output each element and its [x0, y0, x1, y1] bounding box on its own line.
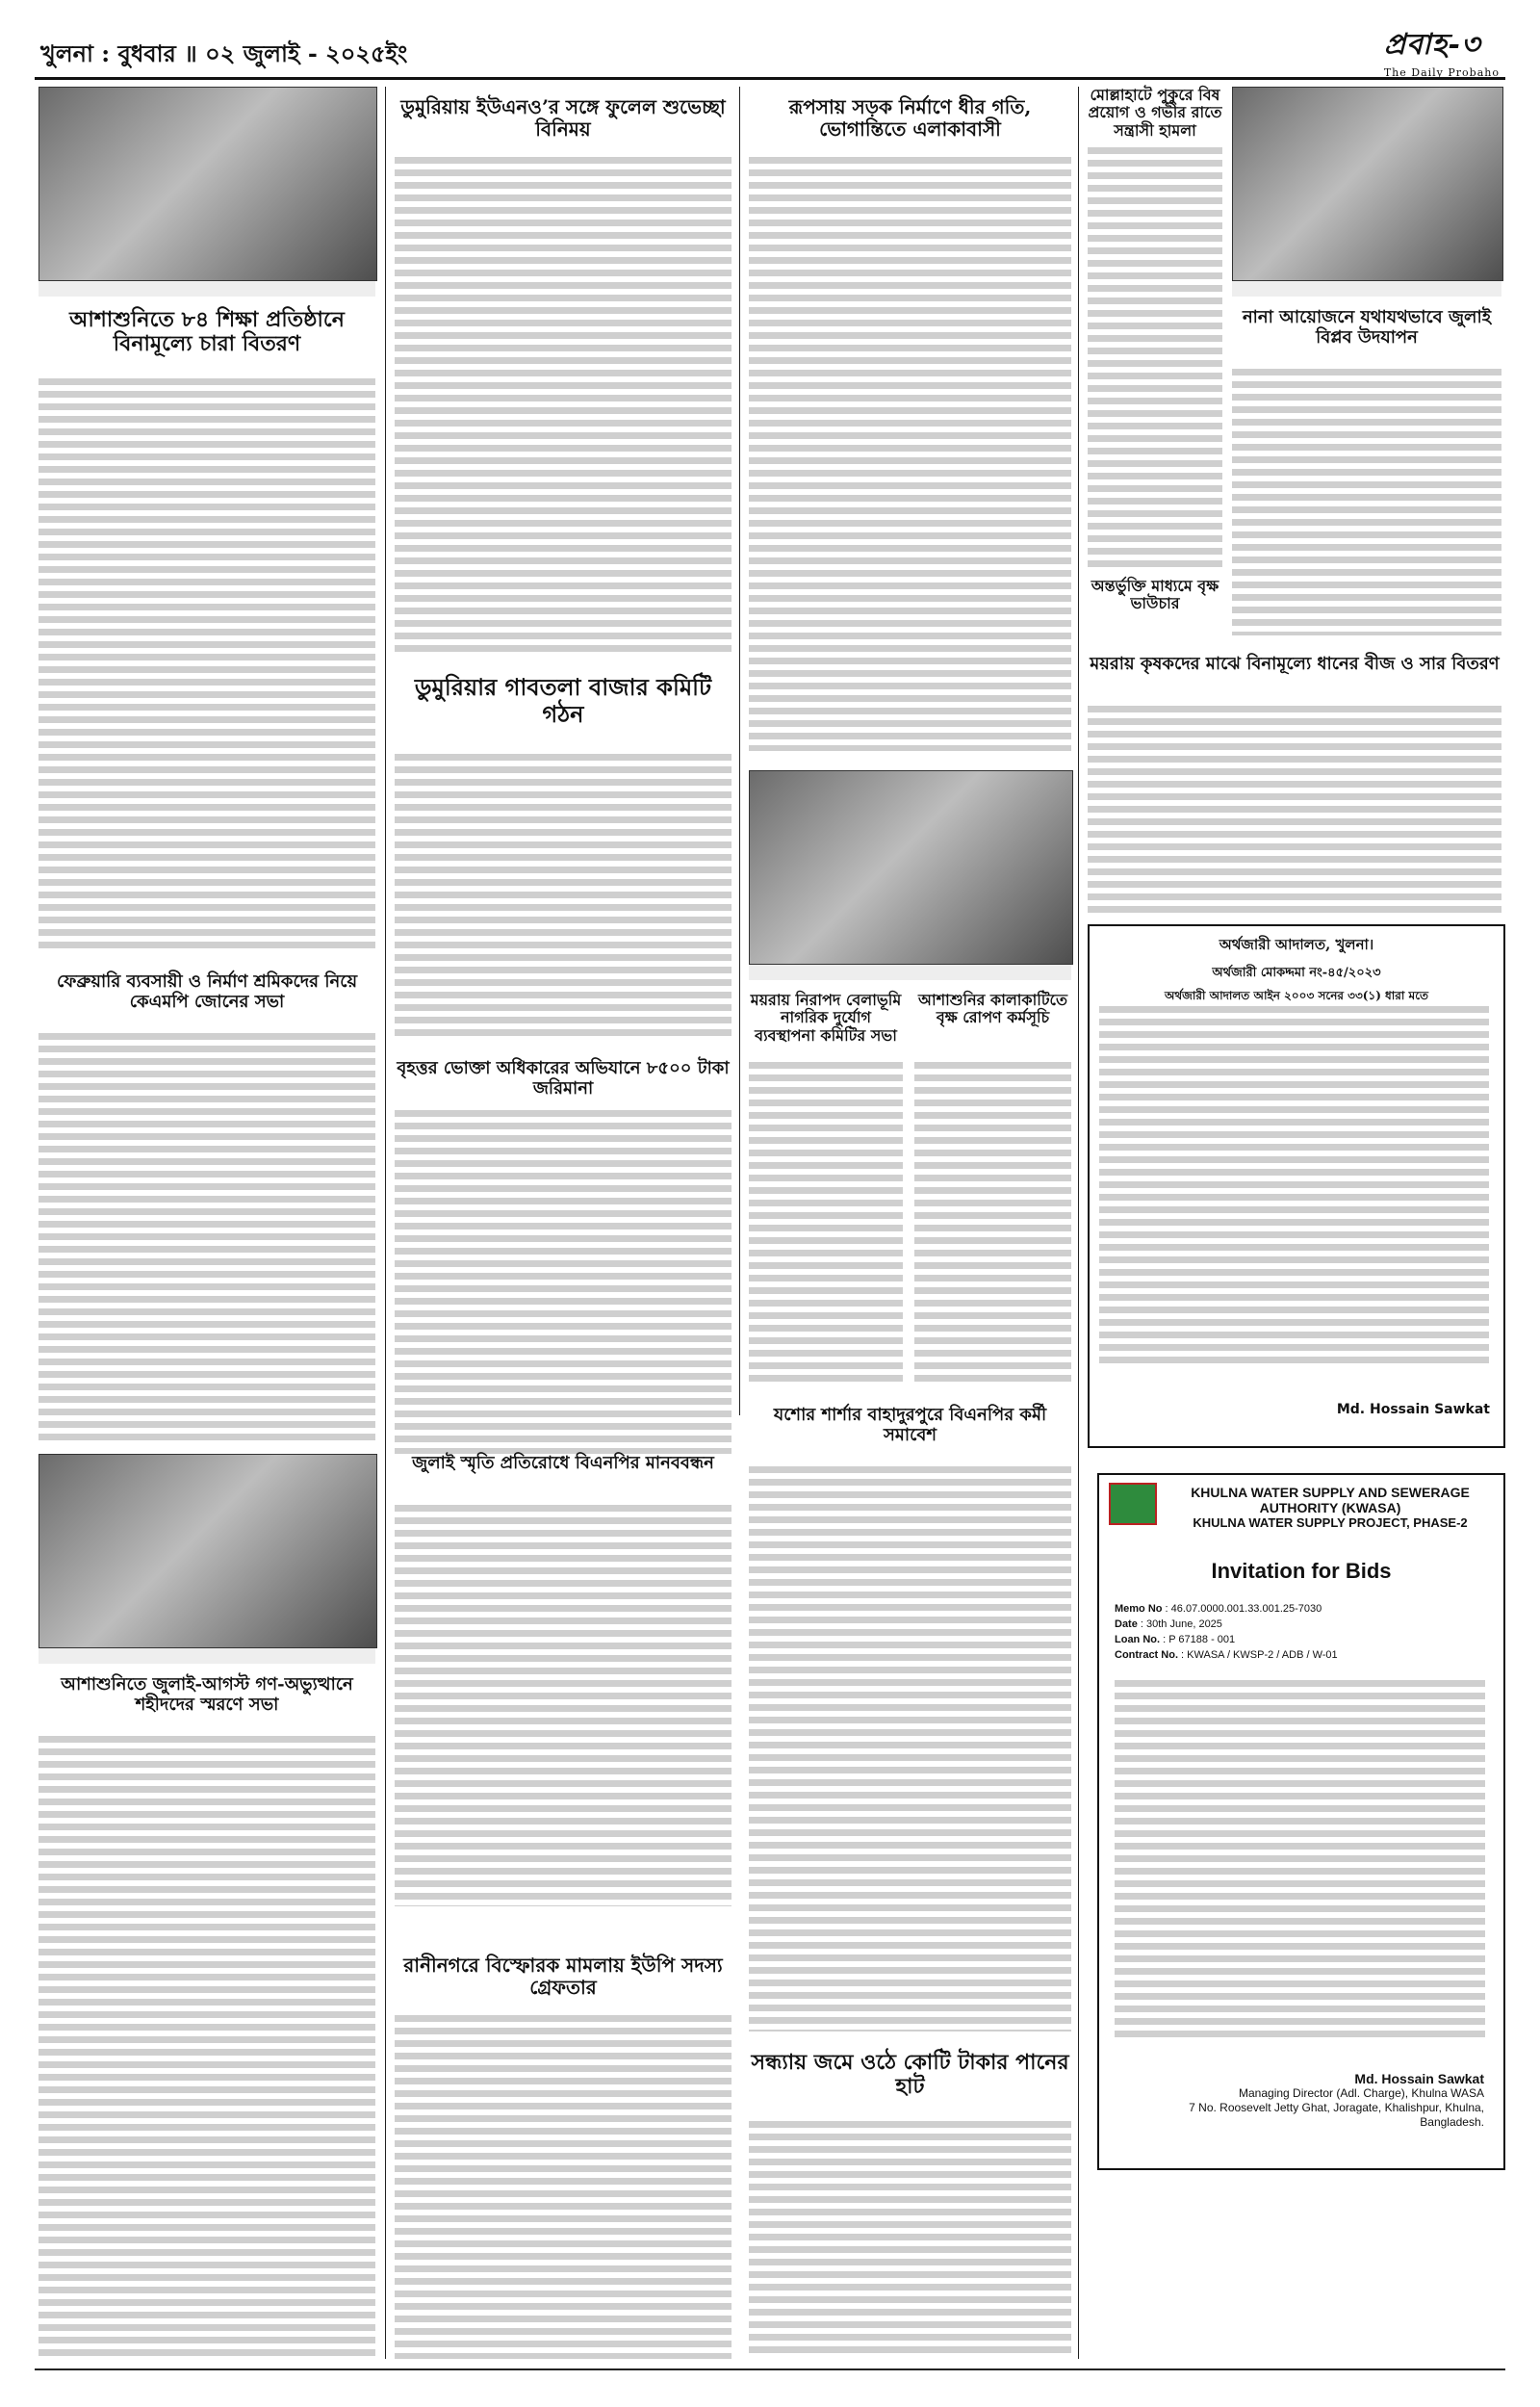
column-rule	[1078, 87, 1079, 2359]
memo-value: 46.07.0000.001.33.001.25-7030	[1170, 1603, 1322, 1615]
bid-body	[1115, 1677, 1485, 2043]
memo-label: Memo No	[1115, 1603, 1163, 1615]
article-body	[395, 154, 732, 655]
headline: আশাশুনিতে ৮৪ শিক্ষা প্রতিষ্ঠানে বিনামূল্যে চারা বিতরণ	[69, 307, 345, 357]
headline: ময়রায় কৃষকদের মাঝে বিনামূল্যে ধানের বীজ ও সার বিতরণ	[1090, 654, 1500, 674]
article-body	[749, 1463, 1071, 2032]
headline: সন্ধ্যায় জমে ওঠে কোটি টাকার পানের হাট	[751, 2050, 1069, 2100]
contract-label: Contract No.	[1115, 1649, 1178, 1661]
masthead	[35, 17, 1505, 80]
article-body	[38, 1030, 375, 1444]
news-photo	[38, 1454, 377, 1648]
notice-subheading: অর্থজারী মোকদ্দমা নং-৪৫/২০২৩	[1212, 966, 1381, 980]
signer-title: Managing Director (Adl. Charge), Khulna WASA	[1239, 2086, 1484, 2100]
loan-label: Loan No.	[1115, 1634, 1161, 1645]
news-photo	[38, 87, 377, 281]
headline: মোল্লাহাটে পুকুরে বিষ প্রয়োগ ও গভীর রাতে সন্ত্রাসী হামলা	[1088, 86, 1222, 140]
loan-value: P 67188 - 001	[1168, 1634, 1236, 1645]
article-body	[395, 751, 732, 1040]
headline: ময়রায় নিরাপদ বেলাভূমি নাগরিক দুর্যোগ ব্যবস্থাপনা কমিটির সভা	[750, 991, 902, 1045]
logo-text: প্রবাহ-৩	[1383, 28, 1481, 62]
article-body	[1232, 366, 1502, 635]
article-body	[38, 1733, 375, 2359]
bid-authority: KHULNA WATER SUPPLY AND SEWERAGE AUTHORITY (KWASA)	[1191, 1485, 1470, 1515]
signer-name: Md. Hossain Sawkat	[1354, 2071, 1484, 2086]
notice-heading: অর্থজারী আদালত, খুলনা।	[1219, 936, 1374, 953]
signer-address: 7 No. Roosevelt Jetty Ghat, Joragate, Khalishpur, Khulna, Bangladesh.	[1189, 2101, 1484, 2129]
news-photo	[749, 770, 1073, 965]
footer-rule	[35, 2368, 1505, 2370]
headline: যশোর শার্শার বাহাদুরপুরে বিএনপির কর্মী সমাবেশ	[773, 1405, 1047, 1445]
article-body	[914, 1059, 1071, 1386]
headline: রূপসায় সড়ক নির্মাণে ধীর গতি, ভোগান্তিতে এলাকাবাসী	[788, 95, 1032, 141]
headline: জুলাই স্মৃতি প্রতিরোধে বিএনপির মানববন্ধন	[412, 1453, 714, 1473]
article-body	[749, 154, 1071, 751]
notice-body	[1099, 1003, 1489, 1369]
bid-project: KHULNA WATER SUPPLY PROJECT, PHASE-2	[1193, 1515, 1468, 1530]
kwasa-logo-icon	[1109, 1483, 1157, 1525]
headline: অন্তর্ভুক্তি মাধ্যমে বৃক্ষ ভাউচার	[1091, 577, 1219, 613]
logo-subtitle: The Daily Probaho	[1383, 66, 1500, 79]
photo-caption	[38, 281, 375, 297]
photo-caption	[1232, 281, 1502, 297]
dateline: খুলনা : বুধবার ॥ ০২ জুলাই - ২০২৫ইং	[40, 39, 408, 67]
article-body	[395, 1107, 732, 1454]
article-body	[38, 375, 375, 953]
newspaper-logo	[1383, 21, 1500, 79]
headline: ডুমুরিয়ায় ইউএনও’র সঙ্গে ফুলেল শুভেচ্ছা বিনিময়	[400, 95, 726, 141]
column-rule	[739, 87, 740, 1415]
article-body	[395, 2012, 732, 2359]
headline: আশাশুনির কালাকাটিতে বৃক্ষ রোপণ কর্মসূচি	[917, 991, 1067, 1027]
article-body	[395, 1502, 732, 1906]
headline: রানীনগরে বিস্ফোরক মামলায় ইউপি সদস্য গ্রেফতার	[403, 1954, 723, 1999]
contract-value: KWASA / KWSP-2 / ADB / W-01	[1187, 1649, 1338, 1661]
notice-subheading: অর্থজারী আদালত আইন ২০০৩ সনের ৩৩(১) ধারা মতে	[1164, 989, 1429, 1002]
news-photo	[1232, 87, 1503, 281]
headline: বৃহত্তর ভোক্তা অধিকারের অভিযানে ৮৫০০ টাকা জরিমানা	[397, 1058, 730, 1099]
headline: নানা আয়োজনে যথাযথভাবে জুলাই বিপ্লব উদযাপন	[1242, 307, 1492, 348]
bid-notice: KHULNA WATER SUPPLY AND SEWERAGE AUTHORITY (KWASA) KHULNA WATER SUPPLY PROJECT, PHASE-2 Invitation for Bids Memo No : 46.07.0000.001.33.001.25-7030 Date : 30th June, 2025 Loan No. : P 67188 - 001 Contract No. : KWASA / KWSP-2 / ADB / W-01 Md. Hossain Sawkat Managing Director (Adl. Charge), Khulna WASA 7 No. Roosevelt Jetty Ghat, Joragate, Khalishpur, Khulna, Bangladesh.	[1097, 1473, 1505, 2170]
article-body	[1088, 144, 1222, 568]
photo-caption	[749, 965, 1071, 980]
photo-caption	[38, 1648, 375, 1664]
date-value: 30th June, 2025	[1146, 1618, 1222, 1630]
date-label: Date	[1115, 1618, 1138, 1630]
article-body	[1088, 703, 1502, 915]
headline: আশাশুনিতে জুলাই-আগস্ট গণ-অভ্যুত্থানে শহীদদের স্মরণে সভা	[61, 1674, 353, 1715]
article-body	[749, 2118, 1071, 2359]
notice-signature: Md. Hossain Sawkat	[1336, 1402, 1490, 1417]
legal-notice	[1088, 924, 1505, 1448]
headline: ডুমুরিয়ার গাবতলা বাজার কমিটি গঠন	[414, 673, 712, 728]
article-body	[749, 1059, 903, 1386]
column-rule	[385, 87, 386, 2359]
bid-title: Invitation for Bids	[1211, 1559, 1392, 1583]
headline: ফেব্রুয়ারি ব্যবসায়ী ও নির্মাণ শ্রমিকদের নিয়ে কেএমপি জোনের সভা	[56, 971, 358, 1012]
